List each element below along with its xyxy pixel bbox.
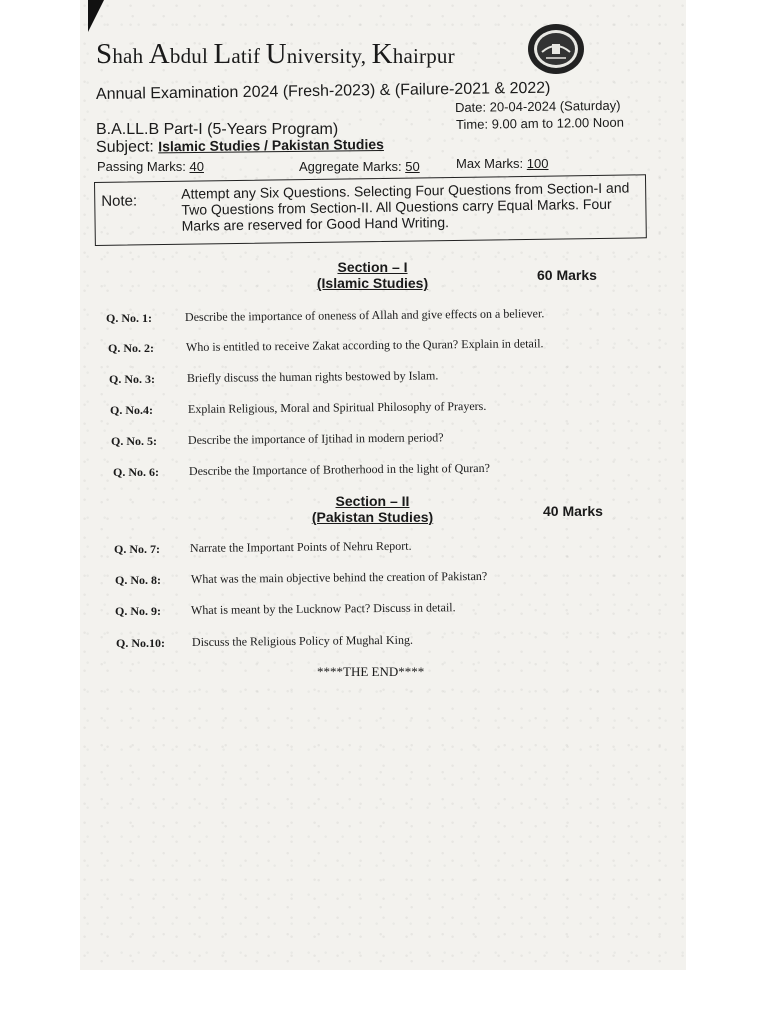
note-box xyxy=(94,174,647,246)
subject-line: Subject: Islamic Studies / Pakistan Studies xyxy=(95,135,384,156)
question-number: Q. No. 2: xyxy=(108,341,154,355)
max-marks: Max Marks: 100 xyxy=(456,156,549,171)
question-text: What is meant by the Lucknow Pact? Discuss in detail. xyxy=(190,600,456,617)
exam-time: Time: 9.00 am to 12.00 Noon xyxy=(455,114,624,132)
scan-corner-shadow xyxy=(88,0,104,32)
question-number: Q. No. 6: xyxy=(113,465,159,479)
program-name: B.A.LL.B Part-I (5-Years Program) xyxy=(96,121,339,138)
question-text: Who is entitled to receive Zakat according to the Quran? Explain in detail. xyxy=(185,336,544,354)
note-label: Note: xyxy=(101,192,138,210)
question-text: Describe the importance of oneness of Allah and give effects on a believer. xyxy=(184,306,545,324)
question-text: Describe the Importance of Brotherhood in the light of Quran? xyxy=(188,460,490,478)
subject-value: Islamic Studies / Pakistan Studies xyxy=(158,135,384,155)
section2-heading: Section – II (Pakistan Studies) xyxy=(311,493,434,525)
exam-date: Date: 20-04-2024 (Saturday) xyxy=(454,97,621,115)
question-text: Explain Religious, Moral and Spiritual Philosophy of Prayers. xyxy=(187,398,487,416)
passing-marks: Passing Marks: 40 xyxy=(97,159,204,174)
question-text: Briefly discuss the human rights bestowed by Islam. xyxy=(186,368,439,385)
question-text: What was the main objective behind the creation of Pakistan? xyxy=(190,568,488,586)
exam-title: Annual Examination 2024 (Fresh-2023) & (Failure-2021 & 2022) xyxy=(95,79,551,103)
section2-marks: 40 Marks xyxy=(543,503,603,519)
question-text: Narrate the Important Points of Nehru Report. xyxy=(189,538,412,555)
note-text: Attempt any Six Questions. Selecting Four Questions from Section-I and Two Questions from Section-II. All Questions carry Equal Marks. Four Marks are reserved for Good Hand Writing. xyxy=(181,179,630,234)
university-seal-icon xyxy=(526,22,586,76)
question-number: Q. No. 7: xyxy=(114,542,160,556)
question-number: Q. No. 5: xyxy=(111,434,157,448)
section1-marks: 60 Marks xyxy=(537,267,597,283)
question-number: Q. No.4: xyxy=(110,403,153,417)
question-number: Q. No. 1: xyxy=(106,311,152,325)
question-number: Q. No. 3: xyxy=(109,372,155,386)
question-text: Describe the importance of Ijtihad in modern period? xyxy=(187,430,444,447)
question-number: Q. No. 8: xyxy=(115,573,161,587)
question-number: Q. No.10: xyxy=(116,636,165,650)
aggregate-marks: Aggregate Marks: 50 xyxy=(299,159,420,174)
university-name: Shah Abdul Latif University, Khairpur xyxy=(96,38,455,70)
question-text: Discuss the Religious Policy of Mughal King. xyxy=(191,632,414,649)
section1-heading: Section – I (Islamic Studies) xyxy=(316,259,429,291)
question-number: Q. No. 9: xyxy=(115,604,161,618)
end-marker: ****THE END**** xyxy=(317,664,425,679)
